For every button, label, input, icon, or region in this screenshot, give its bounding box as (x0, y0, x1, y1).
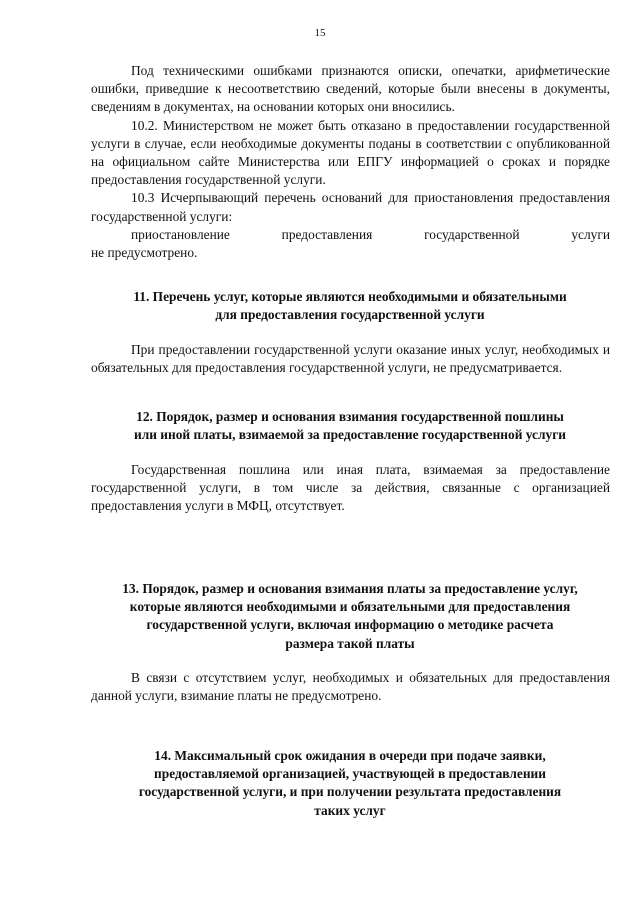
section-12-body (91, 461, 610, 516)
paragraph-suspension: приостановление предоставления государственной услуги (131, 226, 610, 242)
section-11-heading (80, 288, 620, 324)
section-14-heading (80, 747, 620, 820)
section-14-heading-line: 14. Максимальный срок ожидания в очереди при подаче заявки, (154, 748, 546, 763)
section-13-body (91, 669, 610, 705)
page-number: 15 (314, 27, 326, 39)
section-12-heading-line: 12. Порядок, размер и основания взимания государственной пошлины (136, 409, 564, 424)
section-12-heading (80, 408, 620, 444)
paragraph-not-provided: не предусмотрено. (91, 245, 198, 261)
section-13-heading (80, 580, 620, 653)
section-12-heading-line: или иной платы, взимаемой за предоставление государственной услуги (133, 427, 566, 443)
paragraph-10-2: 10.2. Министерством не может быть отказано в предоставлении государственной услуги в случае, если необходимые документы поданы в соответствии с опубликованной на официальном сайте Министерства или ЕПГУ информацией о сроках и порядке предоставления государственной услуги. (91, 117, 610, 188)
section-13-paragraph: В связи с отсутствием услуг, необходимых и обязательных для предоставления данной услуги, взимание платы не предусмотрено. (91, 670, 610, 704)
section-13-heading-line: 13. Порядок, размер и основания взимания платы за предоставление услуг, (122, 581, 578, 596)
paragraph-10-3: 10.3 Исчерпывающий перечень оснований для приостановления предоставления государственной услуги: (91, 190, 610, 224)
technical-errors-block (91, 62, 610, 262)
section-11-paragraph: При предоставлении государственной услуги оказание иных услуг, необходимых и обязательных для предоставления государственной услуги, не предусматривается. (91, 342, 610, 376)
section-11-heading-line: 11. Перечень услуг, которые являются необходимыми и обязательными (133, 289, 567, 304)
section-13-heading-line: размера такой платы (285, 635, 415, 651)
paragraph-technical-errors: Под техническими ошибками признаются описки, опечатки, арифметические ошибки, приведшие к несоответствию сведений, которые были внесены в документы, сведениям в документах, на основании которых они вносились. (91, 63, 610, 115)
section-14-heading-line: таких услуг (314, 802, 386, 818)
section-12-paragraph: Государственная пошлина или иная плата, взимаемая за предоставление государственной услуги, в том числе за действия, связанные с организацией предоставления услуги в МФЦ, отсутствует. (91, 462, 610, 514)
section-14-heading-line: предоставляемой организацией, участвующей в предоставлении (154, 766, 546, 782)
section-13-heading-line: государственной услуги, включая информацию о методике расчета (146, 617, 554, 633)
section-11-heading-line: для предоставления государственной услуги (215, 307, 485, 323)
section-11-body (91, 341, 610, 377)
section-14-heading-line: государственной услуги, и при получении результата предоставления (138, 784, 562, 800)
section-13-heading-line: которые являются необходимыми и обязательными для предоставления (129, 599, 571, 615)
